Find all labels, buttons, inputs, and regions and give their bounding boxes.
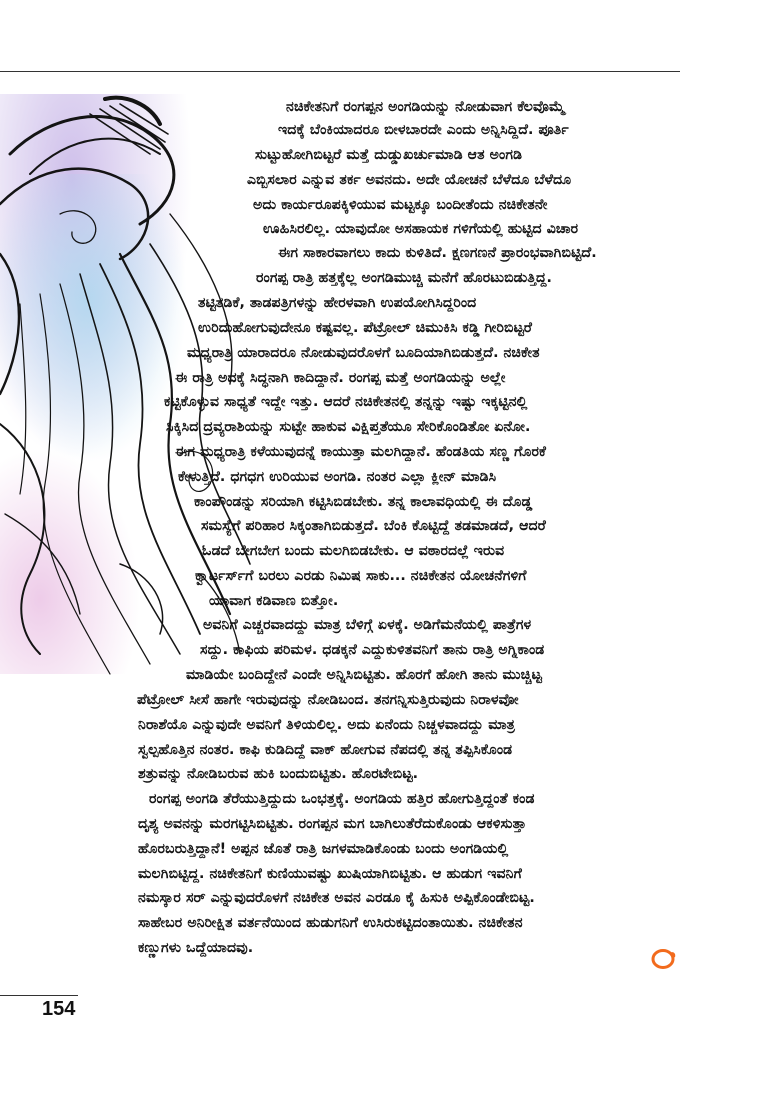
text-line: ಈ ರಾತ್ರಿ ಅದಕ್ಕೆ ಸಿದ್ಧನಾಗಿ ಕಾದಿದ್ದಾನೆ. ರಂಗಪ್ಪ ಮತ್ತೆ ಅಂಗಡಿಯನ್ನು ಅಲ್ಲೇ — [175, 370, 506, 386]
text-line: ಹೊರಬರುತ್ತಿದ್ದಾನೆ! ಅಪ್ಪನ ಜೊತೆ ರಾತ್ರಿ ಜಗಳಮಾಡಿಕೊಂಡು ಬಂದು ಅಂಗಡಿಯಲ್ಲಿ — [138, 841, 509, 857]
text-line: ಓಡದೆ ಬೇಗಬೇಗ ಬಂದು ಮಲಗಿಬಿಡಬೇಕು. ಆ ವಠಾರದಲ್ಲೆ ಇರುವ — [202, 543, 505, 559]
text-line: ಶತ್ರುವನ್ನು ನೋಡಿಬರುವ ಹುಕಿ ಬಂದುಬಿಟ್ಟಿತು. ಹೊರಟೇಬಿಟ್ಟ. — [138, 766, 419, 782]
text-line: ಪೆಟ್ರೋಲ್ ಸೀಸೆ ಹಾಗೇ ಇರುವುದನ್ನು ನೋಡಿಬಂದ. ತನಗನ್ನಿಸುತ್ತಿರುವುದು ನಿರಾಳವೋ — [137, 692, 519, 708]
text-line: ರಂಗಪ್ಪ ಅಂಗಡಿ ತೆರೆಯುತ್ತಿದ್ದುದು ಒಂಭತ್ತಕ್ಕೆ. ಅಂಗಡಿಯ ಹತ್ತಿರ ಹೋಗುತ್ತಿದ್ದಂತೆ ಕಂಡ — [149, 791, 535, 807]
text-line: ಕ್ವಾರ್ಟರ್ಸ್‌ಗೆ ಬರಲು ಎರಡು ನಿಮಿಷ ಸಾಕು... ನಚಿಕೇತನ ಯೋಚನೆಗಳಿಗೆ — [195, 568, 527, 584]
text-line: ಯಾವಾಗ ಕಡಿವಾಣ ಬಿತ್ತೋ. — [209, 593, 339, 609]
text-line: ನಮಸ್ಕಾರ ಸರ್ ಎನ್ನುವುದರೊಳಗೆ ನಚಿಕೇತ ಅವನ ಎರಡೂ ಕೈ ಹಿಸುಕಿ ಅಪ್ಪಿಕೊಂಡೇಬಿಟ್ಟ. — [138, 890, 535, 906]
text-line: ಮಲಗಿಬಿಟ್ಟಿದ್ದ. ನಚಿಕೇತನಿಗೆ ಕುಣಿಯುವಷ್ಟು ಖುಷಿಯಾಗಿಬಿಟ್ಟಿತು. ಆ ಹುಡುಗ ಇವನಿಗೆ — [138, 866, 522, 882]
text-line: ಈಗ ಮಧ್ಯರಾತ್ರಿ ಕಳೆಯುವುದನ್ನೆ ಕಾಯುತ್ತಾ ಮಲಗಿದ್ದಾನೆ. ಹೆಂಡತಿಯ ಸಣ್ಣ ಗೊರಕೆ — [175, 444, 547, 460]
bottom-rule — [0, 995, 78, 996]
text-line: ಸುಟ್ಟುಹೋಗಿಬಿಟ್ಟರೆ ಮತ್ತೆ ದುಡ್ಡುಖರ್ಚುಮಾಡಿ ಆತ ಅಂಗಡಿ — [255, 147, 523, 163]
top-rule — [0, 71, 680, 72]
page-number: 154 — [42, 998, 76, 1020]
text-line: ಇದಕ್ಕೆ ಬೆಂಕಿಯಾದರೂ ಬೀಳಬಾರದೇ ಎಂದು ಅನ್ನಿಸಿದ್ದಿದೆ. ಪೂರ್ತಿ — [278, 122, 569, 138]
text-line: ಸಮಸ್ಯೆಗೆ ಪರಿಹಾರ ಸಿಕ್ಕಂತಾಗಿಬಿಡುತ್ತದೆ. ಬೆಂಕಿ ಕೊಟ್ಟಿದ್ದೆ ತಡಮಾಡದೆ, ಆದರೆ — [201, 518, 546, 534]
text-line: ರಂಗಪ್ಪ ರಾತ್ರಿ ಹತ್ತಕ್ಕೆಲ್ಲ ಅಂಗಡಿಮುಚ್ಚಿ ಮನೆಗೆ ಹೊರಟುಬಿಡುತ್ತಿದ್ದ. — [256, 270, 552, 286]
text-line: ಕಣ್ಣುಗಳು ಒದ್ದೆಯಾದವು. — [138, 940, 254, 956]
text-line: ನಚಿಕೇತನಿಗೆ ರಂಗಪ್ಪನ ಅಂಗಡಿಯನ್ನು ನೋಡುವಾಗ ಕೆಲವೊಮ್ಮೆ — [286, 99, 565, 115]
text-line: ಕಟ್ಟಿಕೊಳ್ಳುವ ಸಾಧ್ಯತೆ ಇದ್ದೇ ಇತ್ತು. ಆದರೆ ನಚಿಕೇತನಲ್ಲಿ ತನ್ನನ್ನು ಇಷ್ಟು ಇಕ್ಕಟ್ಟಿನಲ್ಲಿ — [164, 394, 528, 410]
text-line: ಊಹಿಸಿರಲಿಲ್ಲ. ಯಾವುದೋ ಅಸಹಾಯಕ ಗಳಿಗೆಯಲ್ಲಿ ಹುಟ್ಟಿದ ವಿಚಾರ — [263, 221, 579, 237]
text-line: ಎಬ್ಬಿಸಲಾರ ಎನ್ನುವ ತರ್ಕ ಅವನದು. ಅದೇ ಯೋಚನೆ ಬೆಳೆದೂ ಬೆಳೆದೂ — [247, 172, 572, 188]
text-line: ಈಗ ಸಾಕಾರವಾಗಲು ಕಾದು ಕುಳಿತಿದೆ. ಕ್ಷಣಗಣನೆ ಪ್ರಾರಂಭವಾಗಿಬಿಟ್ಟಿದೆ. — [278, 245, 597, 261]
text-line: ಸದ್ದು. ಕಾಫಿಯ ಪರಿಮಳ. ಧಡಕ್ಕನೆ ಎದ್ದುಕುಳಿತವನಿಗೆ ತಾನು ರಾತ್ರಿ ಅಗ್ನಿಕಾಂಡ — [200, 642, 545, 658]
text-line: ಅದು ಕಾರ್ಯರೂಪಕ್ಕಿಳಿಯುವ ಮಟ್ಟಕ್ಕೂ ಬಂದೀತೆಂದು ನಚಿಕೇತನೇ — [253, 197, 548, 213]
text-line: ನಿರಾಶೆಯೊ ಎನ್ನುವುದೇ ಅವನಿಗೆ ತಿಳಿಯಲಿಲ್ಲ. ಅದು ಏನೆಂದು ನಿಚ್ಚಳವಾದದ್ದು ಮಾತ್ರ — [138, 717, 515, 733]
text-line: ಕೇಳುತ್ತಿದೆ. ಧಗಧಗ ಉರಿಯುವ ಅಂಗಡಿ. ನಂತರ ಎಲ್ಲಾ ಕ್ಲೀನ್ ಮಾಡಿಸಿ — [178, 469, 497, 485]
text-line: ಸಾಹೇಬರ ಅನಿರೀಕ್ಷಿತ ವರ್ತನೆಯಿಂದ ಹುಡುಗನಿಗೆ ಉಸಿರುಕಟ್ಟಿದಂತಾಯಿತು. ನಚಿಕೇತನ — [138, 915, 523, 931]
circle-ornament-icon — [650, 948, 676, 970]
text-line: ಉರಿದುಹೋಗುವುದೇನೂ ಕಷ್ಟವಲ್ಲ. ಪೆಟ್ರೋಲ್ ಚಿಮುಕಿಸಿ ಕಡ್ಡಿ ಗೀರಿಬಿಟ್ಟರೆ — [198, 320, 533, 336]
text-line: ಸ್ವಲ್ಪಹೊತ್ತಿನ ನಂತರ. ಕಾಫಿ ಕುಡಿದಿದ್ದೆ ವಾಕ್ ಹೋಗುವ ನೆಪದಲ್ಲಿ ತನ್ನ ತಪ್ಪಿಸಿಕೊಂಡ — [138, 742, 513, 758]
text-line: ಕಾಂಪೌಂಡನ್ನು ಸರಿಯಾಗಿ ಕಟ್ಟಿಸಿಬಿಡಬೇಕು. ತನ್ನ ಕಾಲಾವಧಿಯಲ್ಲಿ ಈ ದೊಡ್ಡ — [194, 494, 533, 510]
text-line: ತಟ್ಟಿತಡಿಕೆ, ತಾಡಪತ್ರಿಗಳನ್ನು ಹೇರಳವಾಗಿ ಉಪಯೋಗಿಸಿದ್ದರಿಂದ — [198, 295, 477, 311]
text-line: ಮಧ್ಯರಾತ್ರಿ ಯಾರಾದರೂ ನೋಡುವುದರೊಳಗೆ ಬೂದಿಯಾಗಿಬಿಡುತ್ತದೆ. ನಚಿಕೇತ — [187, 345, 540, 361]
text-line: ಮಾಡಿಯೇ ಬಂದಿದ್ದೇನೆ ಎಂದೇ ಅನ್ನಿಸಿಬಿಟ್ಟಿತು. ಹೊರಗೆ ಹೋಗಿ ತಾನು ಮುಚ್ಚಿಟ್ಟ — [186, 667, 542, 683]
text-line: ದೃಶ್ಯ ಅವನನ್ನು ಮರಗಟ್ಟಿಸಿಬಿಟ್ಟಿತು. ರಂಗಪ್ಪನ ಮಗ ಬಾಗಿಲುತೆರೆದುಕೊಂಡು ಆಕಳಿಸುತ್ತಾ — [138, 816, 527, 832]
text-line: ಸಿಕ್ಕಿಸಿದ ದ್ರವ್ಯರಾಶಿಯನ್ನು ಸುಟ್ಟೇ ಹಾಕುವ ವಿಕ್ಷಿಪ್ತತೆಯೂ ಸೇರಿಕೊಂಡಿತೋ ಏನೋ. — [166, 419, 531, 435]
text-line: ಅವನಿಗೆ ಎಚ್ಚರವಾದದ್ದು ಮಾತ್ರ ಬೆಳಿಗ್ಗೆ ಏಳಕ್ಕೆ. ಅಡಿಗೆಮನೆಯಲ್ಲಿ ಪಾತ್ರೆಗಳ — [203, 617, 532, 633]
